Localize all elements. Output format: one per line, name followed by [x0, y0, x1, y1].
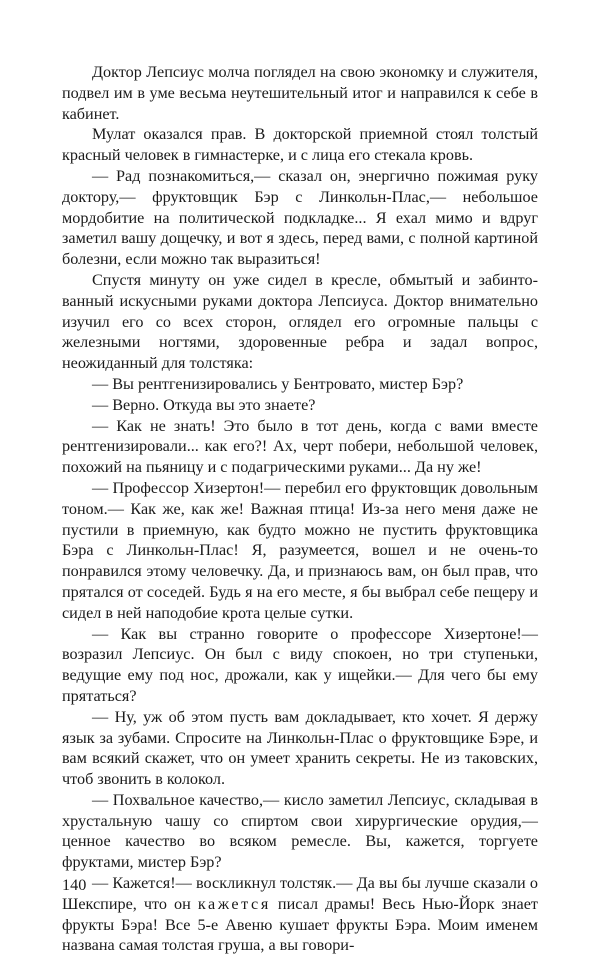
paragraph-12 — [62, 873, 538, 956]
paragraph-12-start: — Кажется!— воскликнул толстяк.— Да вы бы лучше сказали о Шекспире, что он — [62, 874, 538, 913]
paragraph-3: — Рад познакомиться,— сказал он, энергично пожимая руку доктору,— фруктовщик Бэр с Линкольн-Плас,— небольшое мордобитие на политической подкладке... Я ехал мимо и вдруг заметил вашу дощечку, и вот я здесь, перед вами, с полной картиной болезни, если можно так выразиться! — [62, 166, 538, 269]
page-body — [62, 62, 538, 956]
paragraph-5: — Вы рентгенизировались у Бентровато, мистер Бэр? — [92, 374, 464, 393]
paragraph-10: — Ну, уж об этом пусть вам докладывает, кто хочет. Я держу язык за зубами. Спросите на Линкольн-Плас о фруктовщике Бэре, и вам всякий скажет, что он умеет хранить секреты. Не из таковских, чтоб звонить в колокол. — [62, 707, 538, 789]
emphasized-word: кажется — [197, 894, 271, 913]
paragraph-9: — Как вы странно говорите о профессоре Хизертоне!— возразил Лепсиус. Он был с виду спокоен, но три ступеньки, ведущие ему под нос, дрожали, как у ищейки.— Для чего бы ему прятаться? — [62, 624, 538, 705]
paragraph-6: — Верно. Откуда вы это знаете? — [92, 395, 316, 414]
paragraph-4: Спустя минуту он уже сидел в кресле, обмытый и забинтованный искусными руками доктора Лепсиуса. Доктор внимательно изучил его со всех сторон, оглядел его огромные пальцы с железными ногтями, здоровенные ребра и задал вопрос, неожиданный для толстяка: — [62, 270, 538, 373]
paragraph-11: — Похвальное качество,— кисло заметил Лепсиус, складывая в хрустальную чашу со спиртом свои хирургические орудия,— ценное качество во всяком ремесле. Вы, кажется, торгуете фруктами, мистер Бэр? — [62, 790, 538, 872]
page-number: 140 — [62, 876, 87, 894]
paragraph-7: — Как не знать! Это было в тот день, когда с вами вместе рентгенизировали... как его?! Ах, черт побери, небольшой человек, похожий на пьяницу и с подагрическими руками... Да ну же! — [62, 416, 538, 477]
paragraph-12-end: писал драмы! Весь Нью-Йорк знает фрукты Бэра! Все 5-е Авеню кушает фрукты Бэра. Моим именем названа самая толстая груша, а вы говори- — [62, 894, 538, 955]
paragraph-8: — Профессор Хизертон!— перебил его фруктовщик довольным тоном.— Как же, как же! Важная птица! Из-за него меня даже не пустили в приемную, как будто можно не пустить фруктовщика Бэра с Линкольн-Плас! Я, разумеется, вошел и не очень-то понравился этому человечку. Да, и признаюсь вам, он был прав, что прятался от соседей. Будь я на его месте, я бы выбрал себе пещеру и сидел в ней наподобие крота целые сутки. — [62, 478, 538, 622]
paragraph-2: Мулат оказался прав. В докторской приемной стоял толстый красный человек в гимнастерке, и с лица его стекала кровь. — [62, 125, 538, 165]
paragraph-1: Доктор Лепсиус молча поглядел на свою экономку и служителя, подвел им в уме весьма неутешительный итог и направился к себе в кабинет. — [62, 63, 538, 123]
